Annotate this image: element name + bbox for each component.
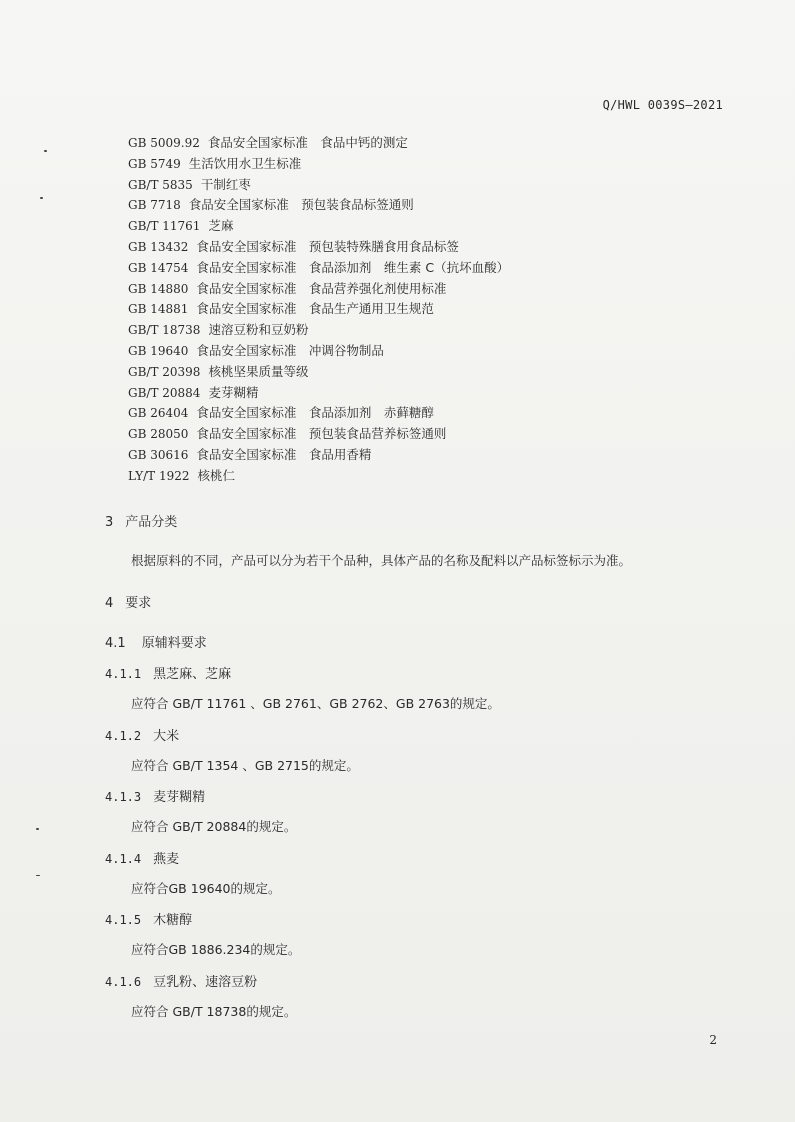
reference-title: 食品安全国家标准 食品生产通用卫生规范 xyxy=(196,301,434,317)
requirement-text: 应符合 GB/T 18738的规定。 xyxy=(131,1003,297,1019)
requirement-heading: 4.1.4 燕麦 xyxy=(105,851,180,867)
reference-code: GB/T 11761 xyxy=(128,219,201,234)
reference-item xyxy=(128,195,509,216)
requirement-heading: 4.1.5 木糖醇 xyxy=(105,913,193,928)
reference-code: GB/T 20398 xyxy=(128,364,201,379)
reference-title: 食品安全国家标准 预包装食品营养标签通则 xyxy=(196,426,447,442)
reference-title: 食品安全国家标准 食品中钙的测定 xyxy=(207,135,408,150)
reference-code: GB/T 18738 xyxy=(128,323,201,338)
requirement-heading: 4.1.2 大米 xyxy=(105,728,180,744)
reference-code: GB 14880 xyxy=(128,281,189,296)
reference-code: GB 28050 xyxy=(128,427,189,442)
reference-item xyxy=(128,216,509,237)
scan-speck xyxy=(40,197,43,199)
reference-code: GB/T 5835 xyxy=(128,177,193,192)
reference-code: GB 7718 xyxy=(128,198,181,213)
reference-item xyxy=(128,237,509,258)
reference-title: 食品安全国家标准 食品添加剂 赤藓糖醇 xyxy=(196,405,434,421)
reference-title: 食品安全国家标准 预包装特殊膳食用食品标签 xyxy=(196,238,459,254)
reference-item xyxy=(128,403,509,424)
requirement-heading: 4.1.6 豆乳粉、速溶豆粉 xyxy=(105,974,258,990)
reference-title: 食品安全国家标准 食品用香精 xyxy=(196,446,372,462)
reference-code: GB 13432 xyxy=(128,239,189,254)
scan-speck xyxy=(44,150,47,152)
reference-item xyxy=(128,320,509,341)
reference-title: 生活饮用水卫生标准 xyxy=(188,155,302,171)
reference-code: GB 5009.92 xyxy=(128,136,200,150)
reference-code: GB 14881 xyxy=(128,302,189,317)
reference-code: GB/T 20884 xyxy=(128,385,201,400)
reference-title: 核桃坚果质量等级 xyxy=(208,363,309,379)
reference-code: GB 26404 xyxy=(128,406,189,421)
section-4-1-heading: 4.1 原辅料要求 xyxy=(105,636,207,651)
reference-title: 干制红枣 xyxy=(200,176,251,192)
section-4-heading: 4 要求 xyxy=(105,596,152,611)
reference-item xyxy=(128,445,509,466)
reference-title: 食品安全国家标准 冲调谷物制品 xyxy=(196,342,384,358)
reference-item xyxy=(128,175,509,196)
requirement-text: 应符合 GB/T 1354 、GB 2715的规定。 xyxy=(131,757,359,773)
reference-code: GB 19640 xyxy=(128,343,189,358)
reference-item xyxy=(128,424,509,445)
requirement-text: 应符合 GB/T 20884的规定。 xyxy=(131,819,297,834)
reference-code: GB 5749 xyxy=(128,156,181,171)
reference-title: 芝麻 xyxy=(208,218,234,234)
reference-code: LY/T 1922 xyxy=(128,468,190,483)
scan-speck xyxy=(36,875,40,876)
reference-code: GB 14754 xyxy=(128,260,189,275)
requirement-text: 应符合GB 19640的规定。 xyxy=(131,880,281,896)
reference-item xyxy=(128,279,509,300)
requirement-text: 应符合GB 1886.234的规定。 xyxy=(131,942,301,957)
reference-title: 核桃仁 xyxy=(197,467,236,483)
reference-item xyxy=(128,341,509,362)
page-number: 2 xyxy=(709,1033,717,1047)
requirement-heading: 4.1.3 麦芽糊精 xyxy=(105,790,206,805)
document-id: Q/HWL 0039S—2021 xyxy=(602,98,723,112)
reference-item xyxy=(128,258,509,279)
reference-title: 食品安全国家标准 预包装食品标签通则 xyxy=(188,197,414,213)
section-3-heading: 3 产品分类 xyxy=(105,515,178,530)
requirement-heading: 4.1.1 黑芝麻、芝麻 xyxy=(105,667,232,682)
reference-title: 速溶豆粉和豆奶粉 xyxy=(208,322,309,338)
reference-title: 食品安全国家标准 食品添加剂 维生素 C（抗坏血酸） xyxy=(196,259,510,275)
section-3-text: 根据原料的不同，产品可以分为若干个品种，具体产品的名称及配料以产品标签标示为准。 xyxy=(131,553,632,568)
reference-item xyxy=(128,154,509,175)
reference-item xyxy=(128,466,509,487)
reference-title: 食品安全国家标准 食品营养强化剂使用标准 xyxy=(196,280,447,296)
reference-item xyxy=(128,362,509,383)
reference-list xyxy=(128,133,509,487)
reference-code: GB 30616 xyxy=(128,447,189,462)
scan-speck xyxy=(36,828,39,830)
reference-item xyxy=(128,299,509,320)
reference-item xyxy=(128,383,509,404)
requirement-text: 应符合 GB/T 11761 、GB 2761、GB 2762、GB 2763的规定。 xyxy=(131,696,500,711)
reference-item xyxy=(128,133,509,154)
reference-title: 麦芽糊精 xyxy=(208,384,259,400)
